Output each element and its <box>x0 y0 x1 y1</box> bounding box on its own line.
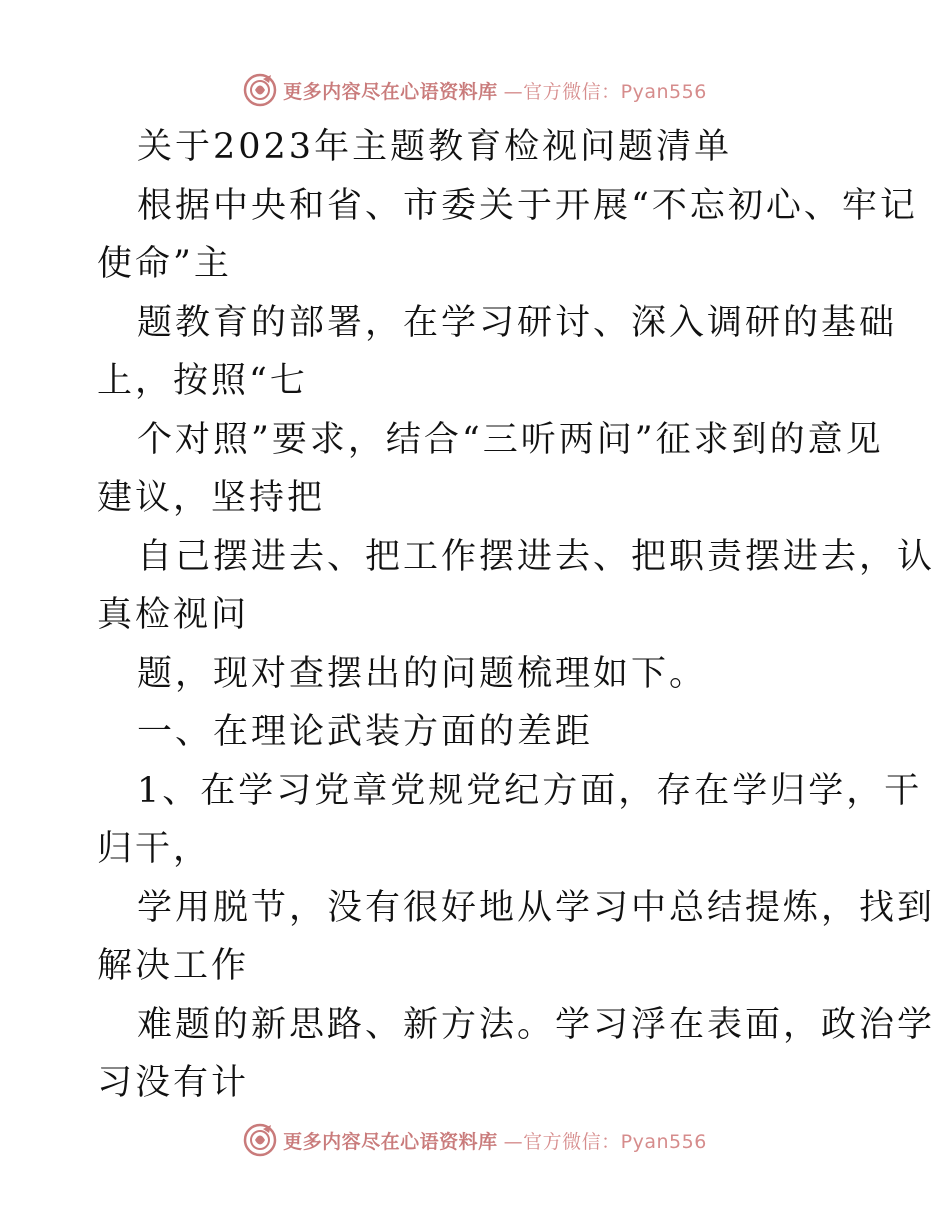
text-line: 1、在学习党章党规党纪方面，存在学归学，干 <box>137 770 923 811</box>
text-line: 习没有计 <box>97 1063 250 1103</box>
rose-seal-icon <box>243 1123 277 1157</box>
text-line: 题教育的部署，在学习研讨、深入调研的基础 <box>137 302 898 343</box>
text-line: 学用脱节，没有很好地从学习中总结提炼，找到 <box>137 887 936 928</box>
text-line: 使命”主 <box>97 244 232 284</box>
header-watermark <box>0 70 950 110</box>
section-heading: 一、在理论武装方面的差距 <box>137 712 594 752</box>
document-title: 关于2023年主题教育检视问题清单 <box>137 127 733 167</box>
watermark-text: 更多内容尽在心语资料库 <box>283 80 498 103</box>
text-line: 归干， <box>97 829 212 869</box>
rose-seal-icon <box>243 73 277 107</box>
text-line: 题，现对查摆出的问题梳理如下。 <box>137 653 708 694</box>
text-line: 个对照”要求，结合“三听两问”征求到的意见 <box>137 419 884 460</box>
text-line: 根据中央和省、市委关于开展“不忘初心、牢记 <box>137 185 918 226</box>
text-line: 建议，坚持把 <box>97 478 326 518</box>
text-line: 解决工作 <box>97 946 250 986</box>
text-line: 自己摆进去、把工作摆进去、把职责摆进去，认 <box>137 536 936 577</box>
document-body <box>97 118 936 1113</box>
footer-watermark <box>0 1120 950 1160</box>
text-line: 真检视问 <box>97 595 250 635</box>
watermark-text: 更多内容尽在心语资料库 <box>283 1130 498 1153</box>
text-line: 难题的新思路、新方法。学习浮在表面，政治学 <box>137 1004 936 1045</box>
watermark-wechat: —官方微信：Pyan556 <box>503 1130 707 1153</box>
text-line: 上，按照“七 <box>97 361 308 401</box>
watermark-wechat: —官方微信：Pyan556 <box>503 80 707 103</box>
